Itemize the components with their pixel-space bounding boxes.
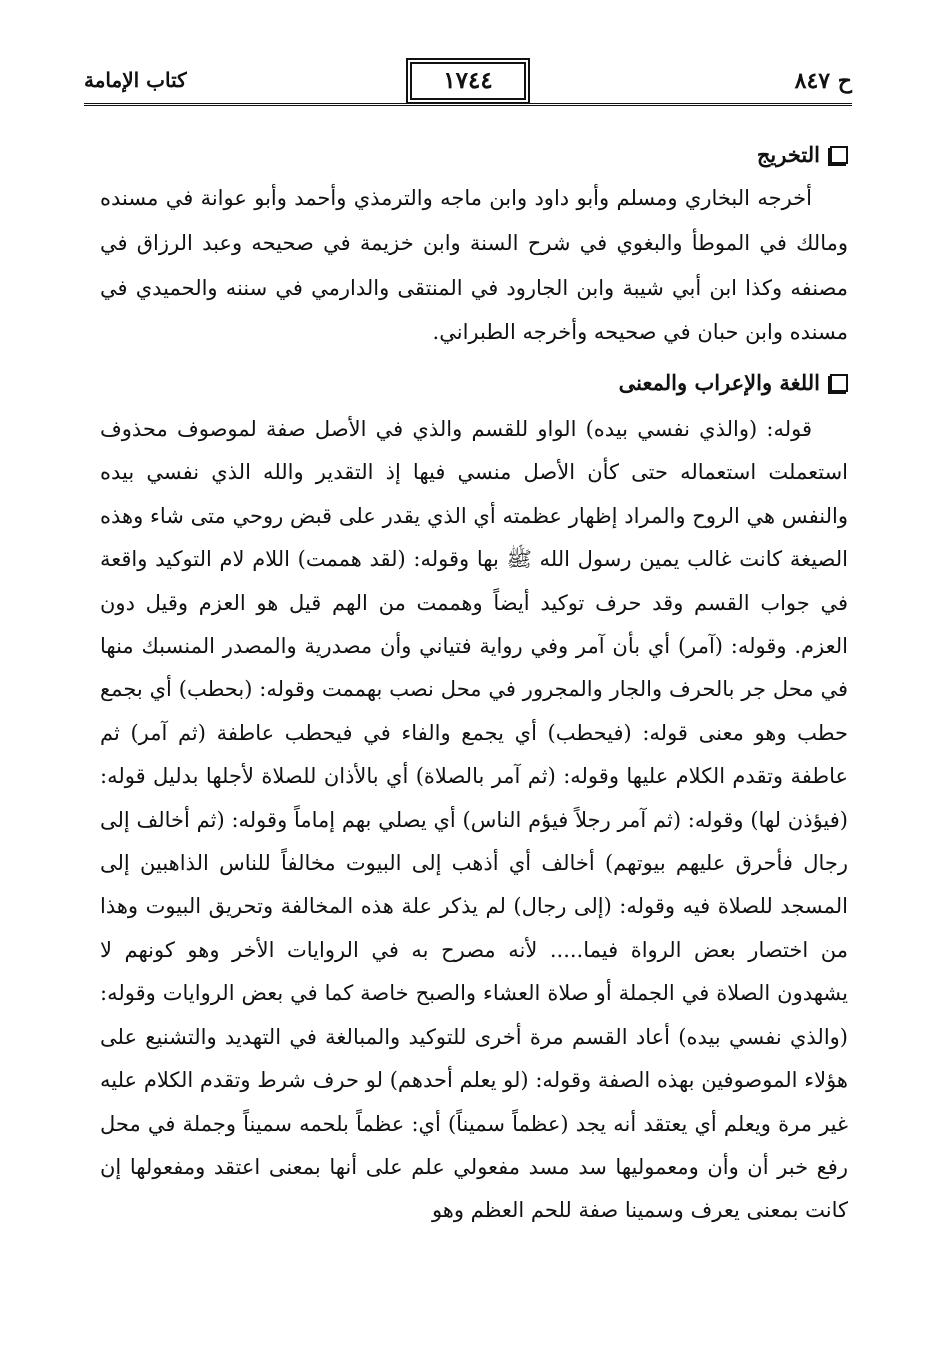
square-bullet-icon xyxy=(830,374,848,392)
square-bullet-icon xyxy=(830,146,848,164)
section-title-text: التخريج xyxy=(756,142,820,167)
section-heading-takhrij xyxy=(757,142,848,167)
section-heading-lugha xyxy=(619,370,848,395)
header-divider xyxy=(84,103,852,106)
lugha-text: قوله: (والذي نفسي بيده) الواو للقسم والذي في الأصل صفة لموصوف محذوف استعملت استعماله حتى كأن الأصل منسي فيها إذ التقدير والله الذي نفسي بيده والنفس هي الروح والمراد إظهار عظمته أي الذي يقدر على قبض روحي متى شاء وهذه الصيغة كانت غالب يمين رسول الله ﷺ بها وقوله: (لقد هممت) اللام لام التوكيد واقعة في جواب القسم وقد حرف توكيد أيضاً وهممت من الهم قيل هو العزم وقيل دون العزم. وقوله: (آمر) أي بأن آمر وفي رواية فتياني وأن مصدرية والمصدر المنسبك منها في محل جر بالحرف والجار والمجرور في محل نصب بهممت وقوله: (بحطب) أي بجمع حطب وهو معنى قوله: (فيحطب) أي يجمع والفاء في فيحطب عاطفة (ثم آمر) ثم عاطفة وتقدم الكلام عليها وقوله: (ثم آمر بالصلاة) أي بالأذان للصلاة لأجلها بدليل قوله: (فيؤذن لها) وقوله: (ثم آمر رجلاً فيؤم الناس) أي يصلي بهم إماماً وقوله: (ثم أخالف إلى رجال فأحرق عليهم بيوتهم) أخالف أي أذهب إلى البيوت مخالفاً للناس الذاهبين إلى المسجد للصلاة فيه وقوله: (إلى رجال) لم يذكر علة هذه المخالفة وتحريق البيوت وهذا من اختصار بعض الرواة فيما..... لأنه مصرح به في الروايات الأخر وهو كونهم لا يشهدون الصلاة في الجملة أو صلاة العشاء والصبح خاصة كما في بعض الروايات وقوله: (والذي نفسي بيده) أعاد القسم مرة أخرى للتوكيد والمبالغة في التهديد والتشنيع على هؤلاء الموصوفين بهذه الصفة وقوله: (لو يعلم أحدهم) لو حرف شرط وتقدم الكلام عليه غير مرة ويعلم أي يعتقد أنه يجد (عظماً سميناً) أي: عظماً بلحمه سميناً وجملة في محل رفع خبر أن وأن ومعموليها سد مسد مفعولي علم على أنها بمعنى اعتقد ومفعولها إن كانت بمعنى يعرف وسمينا صفة للحم العظم وهو xyxy=(100,417,848,1223)
page-header xyxy=(84,62,852,106)
book-title: كتاب الإمامة xyxy=(84,68,187,92)
section-title-text: اللغة والإعراب والمعنى xyxy=(618,370,820,395)
page-reference: ح ٨٤٧ xyxy=(794,68,852,94)
lugha-paragraph xyxy=(100,408,848,1233)
hadith-number-frame: ١٧٤٤ xyxy=(410,62,526,100)
takhrij-text: أخرجه البخاري ومسلم وأبو داود وابن ماجه والترمذي وأحمد وأبو عوانة في مسنده ومالك في الموطأ والبغوي في شرح السنة وابن خزيمة في صحيحه وعبد الرزاق في مصنفه وكذا ابن أبي شيبة وابن الجارود في المنتقى والدارمي في سننه والحميدي في مسنده وابن حبان في صحيحه وأخرجه الطبراني. xyxy=(100,186,848,345)
takhrij-paragraph xyxy=(100,176,848,355)
